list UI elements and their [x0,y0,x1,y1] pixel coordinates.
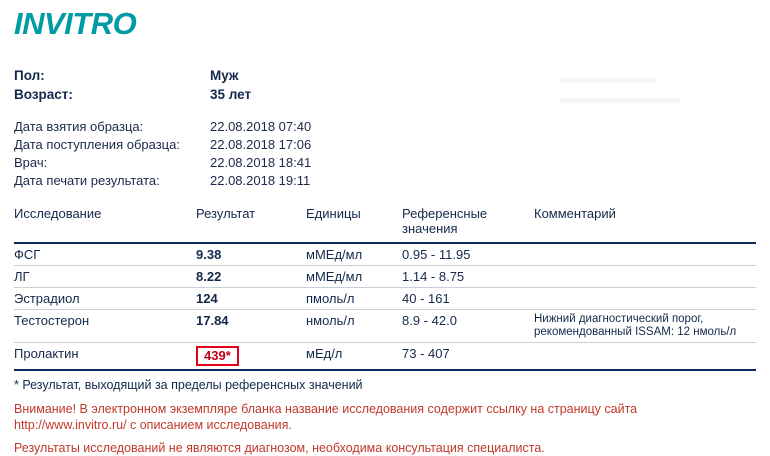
date-row-doctor [14,154,756,172]
row-unit: нмоль/л [306,310,402,343]
header-units: Единицы [306,206,361,221]
date-row-sample-taken [14,118,756,136]
print-date-label: Дата печати результата: [14,173,160,188]
patient-age-label: Возраст: [14,87,73,102]
table-row [14,243,756,266]
row-unit: пмоль/л [306,288,402,310]
row-test-name: ЛГ [14,266,196,288]
row-test-name: Тестостерон [14,310,196,343]
row-comment [534,266,756,288]
row-result: 8.22 [196,266,306,288]
sample-taken-label: Дата взятия образца: [14,119,144,134]
results-table [14,206,756,371]
patient-age-value: 35 лет [210,87,252,102]
sample-received-label: Дата поступления образца: [14,137,180,152]
row-reference: 73 - 407 [402,343,534,371]
header-reference-line1: Референсные [402,206,488,221]
header-reference-line2: значения [402,221,458,236]
table-row [14,310,756,343]
attention-note-line2: http://www.invitro.ru/ с описанием исследования. [14,418,292,432]
patient-sex-label: Пол: [14,68,45,83]
sample-taken-value: 22.08.2018 07:40 [210,119,312,134]
row-comment-line1: Нижний диагностический порог, [534,313,704,325]
table-row [14,266,756,288]
row-test-name: Эстрадиол [14,288,196,310]
invitro-logo: INVITRO [14,6,137,41]
row-reference: 8.9 - 42.0 [402,310,534,343]
results-header-row [14,206,756,243]
header-comment: Комментарий [534,206,616,221]
row-result-flagged [196,343,306,371]
row-result: 124 [196,288,306,310]
doctor-value: 22.08.2018 18:41 [210,155,312,170]
table-row [14,288,756,310]
row-reference: 1.14 - 8.75 [402,266,534,288]
sample-received-value: 22.08.2018 17:06 [210,137,312,152]
header-reference [402,206,534,243]
row-reference: 40 - 161 [402,288,534,310]
row-comment [534,310,756,343]
attention-note-line1: Внимание! В электронном экземпляре бланка название исследования содержит ссылку на страницу сайта [14,402,638,416]
scan-artifact-2 [560,98,680,103]
row-reference: 0.95 - 11.95 [402,243,534,266]
dates-block [14,118,756,190]
row-comment [534,343,756,371]
print-date-value: 22.08.2018 19:11 [210,173,311,188]
row-unit: мМЕд/мл [306,266,402,288]
date-row-print [14,172,756,190]
attention-note [14,401,756,433]
results-table-body [14,243,756,370]
asterisk-footnote: * Результат, выходящий за пределы референсных значений [14,378,363,392]
row-unit: мМЕд/мл [306,243,402,266]
table-row [14,343,756,371]
row-test-name: ФСГ [14,243,196,266]
disclaimer-note: Результаты исследований не являются диагнозом, необходима консультация специалиста. [14,441,545,455]
patient-sex-value: Муж [210,68,239,83]
row-comment [534,243,756,266]
header-result: Результат [196,206,256,221]
row-result: 17.84 [196,310,306,343]
row-result: 9.38 [196,243,306,266]
out-of-range-value: 439* [196,346,239,366]
scan-artifact-1 [560,78,656,83]
results-table-head [14,206,756,243]
doctor-label: Врач: [14,155,48,170]
row-test-name: Пролактин [14,343,196,371]
row-comment [534,288,756,310]
row-comment-line2: рекомендованный ISSAM: 12 нмоль/л [534,326,737,338]
date-row-sample-received [14,136,756,154]
row-unit: мЕд/л [306,343,402,371]
header-test: Исследование [14,206,102,221]
